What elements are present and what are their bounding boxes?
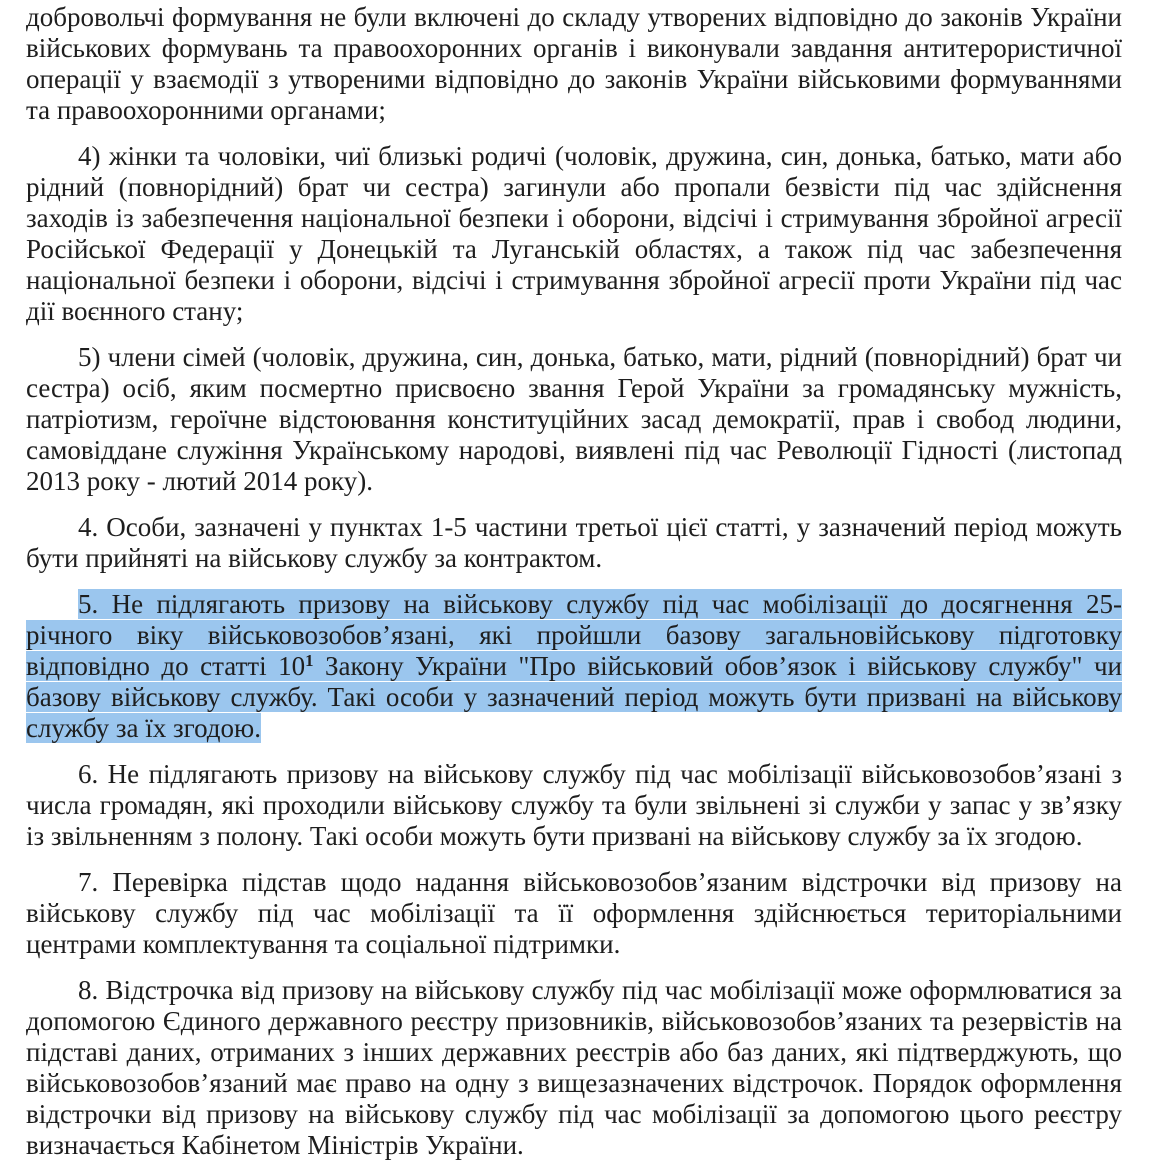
paragraph-part-6: 6. Не підлягають призову на військову службу під час мобілізації військовозобов’язані з числа громадян, які проходили військову службу та були звільнені зі служби у запас у зв’язку із звільненням з полону. Такі особи можуть бути призвані на військову службу за їх згодою. [26, 759, 1122, 851]
paragraph-item-4: 4) жінки та чоловіки, чиї близькі родичі (чоловік, дружина, син, донька, батько, мати або рідний (повнорідний) брат чи сестра) загинули або пропали безвісти під час здійснення заходів із забезпечення національної безпеки і оборони, відсічі і стримування збройної агресії Російської Федерації у Донецькій та Луганській областях, а також під час забезпечення національної безпеки і оборони, відсічі і стримування збройної агресії проти України під час дії воєнного стану; [26, 141, 1122, 326]
superscript-article-footnote: 1 [305, 650, 314, 670]
paragraph-part-7: 7. Перевірка підстав щодо надання військовозобов’язаним відстрочки від призову на військову службу під час мобілізації та її оформлення здійснюється територіальними центрами комплектування та соціальної підтримки. [26, 867, 1122, 959]
paragraph-part-5 [26, 589, 1122, 744]
paragraph-continuation: добровольчі формування не були включені до складу утворених відповідно до законів України військових формувань та правоохоронних органів і виконували завдання антитерористичної операції у взаємодії з утвореними відповідно до законів України військовими формуваннями та правоохоронними органами; [26, 2, 1122, 125]
selected-text-after-superscript: Закону України "Про військовий обов’язок і військову службу" чи базову військову службу. Такі особи у зазначений період можуть бути призвані на військову службу за їх згодою. [26, 651, 1122, 743]
paragraph-part-8: 8. Відстрочка від призову на військову службу під час мобілізації може оформлюватися за допомогою Єдиного державного реєстру призовників, військовозобов’язаних та резервістів на підставі даних, отриманих з інших державних реєстрів або баз даних, які підтверджують, що військовозобов’язаний має право на одну з вищезазначених відстрочок. Порядок оформлення відстрочки від призову на військову службу під час мобілізації за допомогою цього реєстру визначається Кабінетом Міністрів України. [26, 975, 1122, 1160]
paragraph-part-4: 4. Особи, зазначені у пунктах 1-5 частини третьої цієї статті, у зазначений період можуть бути прийняті на військову службу за контрактом. [26, 512, 1122, 573]
selected-text-highlight[interactable] [26, 589, 1122, 743]
selected-text-before-superscript: 5. Не підлягають призову на військову службу під час мобілізації до досягнення 25-річного віку військовозобов’язані, які пройшли базову загальновійськову підготовку відповідно до статті 10 [26, 589, 1122, 681]
paragraph-item-5: 5) члени сімей (чоловік, дружина, син, донька, батько, мати, рідний (повнорідний) брат чи сестра) осіб, яким посмертно присвоєно звання Герой України за громадянську мужність, патріотизм, героїчне відстоювання конституційних засад демократії, прав і свобод людини, самовіддане служіння Українському народові, виявлені під час Революції Гідності (листопад 2013 року - лютий 2014 року). [26, 342, 1122, 496]
